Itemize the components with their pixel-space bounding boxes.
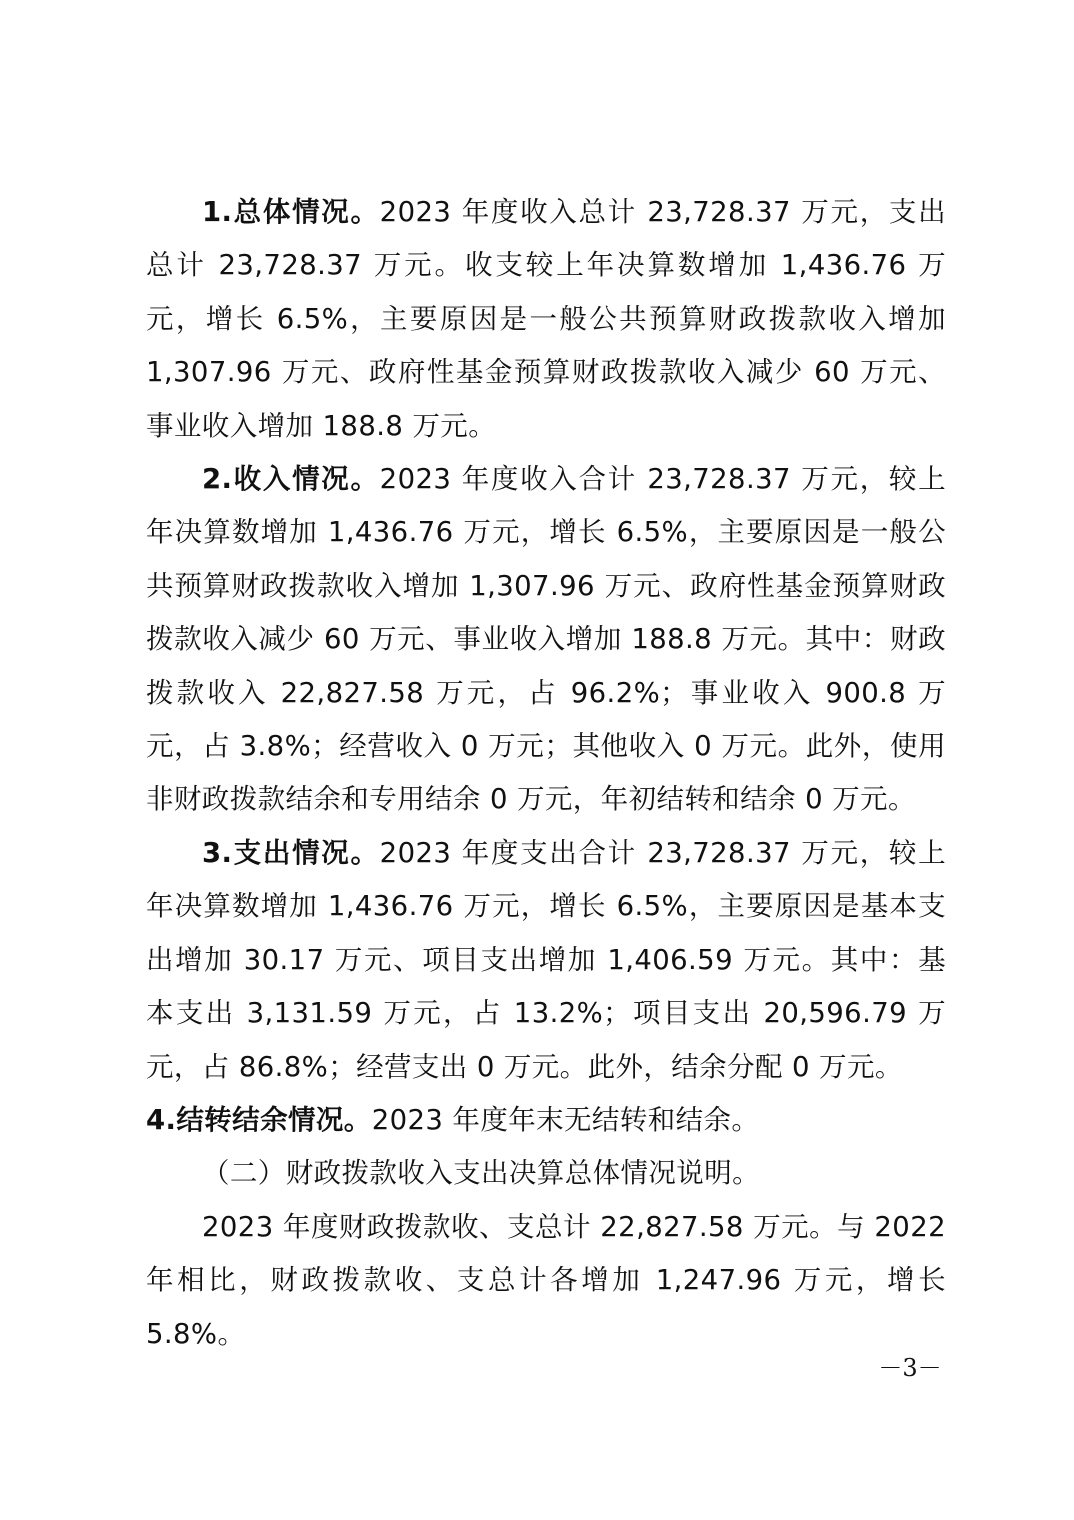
page-number: －3－	[878, 1354, 942, 1382]
paragraph-text: 2023 年度年末无结转和结余。	[371, 1103, 760, 1136]
paragraph-text: 2023 年度收入总计 23,728.37 万元，支出总计 23,728.37 万元。收支较上年决算数增加 1,436.76 万元，增长 6.5%，主要原因是一般公共预算财政拨款收入增加 1,307.96 万元、政府性基金预算财政拨款收入减少 60 万元、事业收入增加 188.8 万元。	[146, 196, 946, 442]
paragraph-heading: 2.收入情况。	[202, 463, 380, 496]
paragraph-text: 2023 年度收入合计 23,728.37 万元，较上年决算数增加 1,436.76 万元，增长 6.5%，主要原因是一般公共预算财政拨款收入增加 1,307.96 万元、政府性基金预算财政拨款收入减少 60 万元、事业收入增加 188.8 万元。其中：财政拨款收入 22,827.58 万元，占 96.2%；事业收入 900.8 万元，占 3.8%；经营收入 0 万元；其他收入 0 万元。此外，使用非财政拨款结余和专用结余 0 万元，年初结转和结余 0 万元。	[146, 463, 946, 816]
paragraph-heading: 4.结转结余情况。	[146, 1103, 372, 1136]
paragraph-fiscal-appropriation	[146, 1201, 946, 1361]
paragraph-heading: 1.总体情况。	[202, 196, 380, 228]
paragraph-overall	[146, 186, 946, 453]
paragraph-expenditure	[146, 827, 946, 1094]
paragraph-income	[146, 453, 946, 827]
paragraph-carryover	[146, 1094, 946, 1147]
section-heading	[146, 1147, 946, 1200]
paragraph-text: 2023 年度支出合计 23,728.37 万元，较上年决算数增加 1,436.76 万元，增长 6.5%，主要原因是基本支出增加 30.17 万元、项目支出增加 1,406.59 万元。其中：基本支出 3,131.59 万元，占 13.2%；项目支出 20,596.79 万元，占 86.8%；经营支出 0 万元。此外，结余分配 0 万元。	[146, 836, 946, 1083]
section-heading-text: （二）财政拨款收入支出决算总体情况说明。	[202, 1157, 760, 1190]
paragraph-heading: 3.支出情况。	[202, 836, 380, 869]
document-body	[146, 186, 946, 1361]
paragraph-text: 2023 年度财政拨款收、支总计 22,827.58 万元。与 2022 年相比，财政拨款收、支总计各增加 1,247.96 万元，增长 5.8%。	[146, 1210, 946, 1350]
